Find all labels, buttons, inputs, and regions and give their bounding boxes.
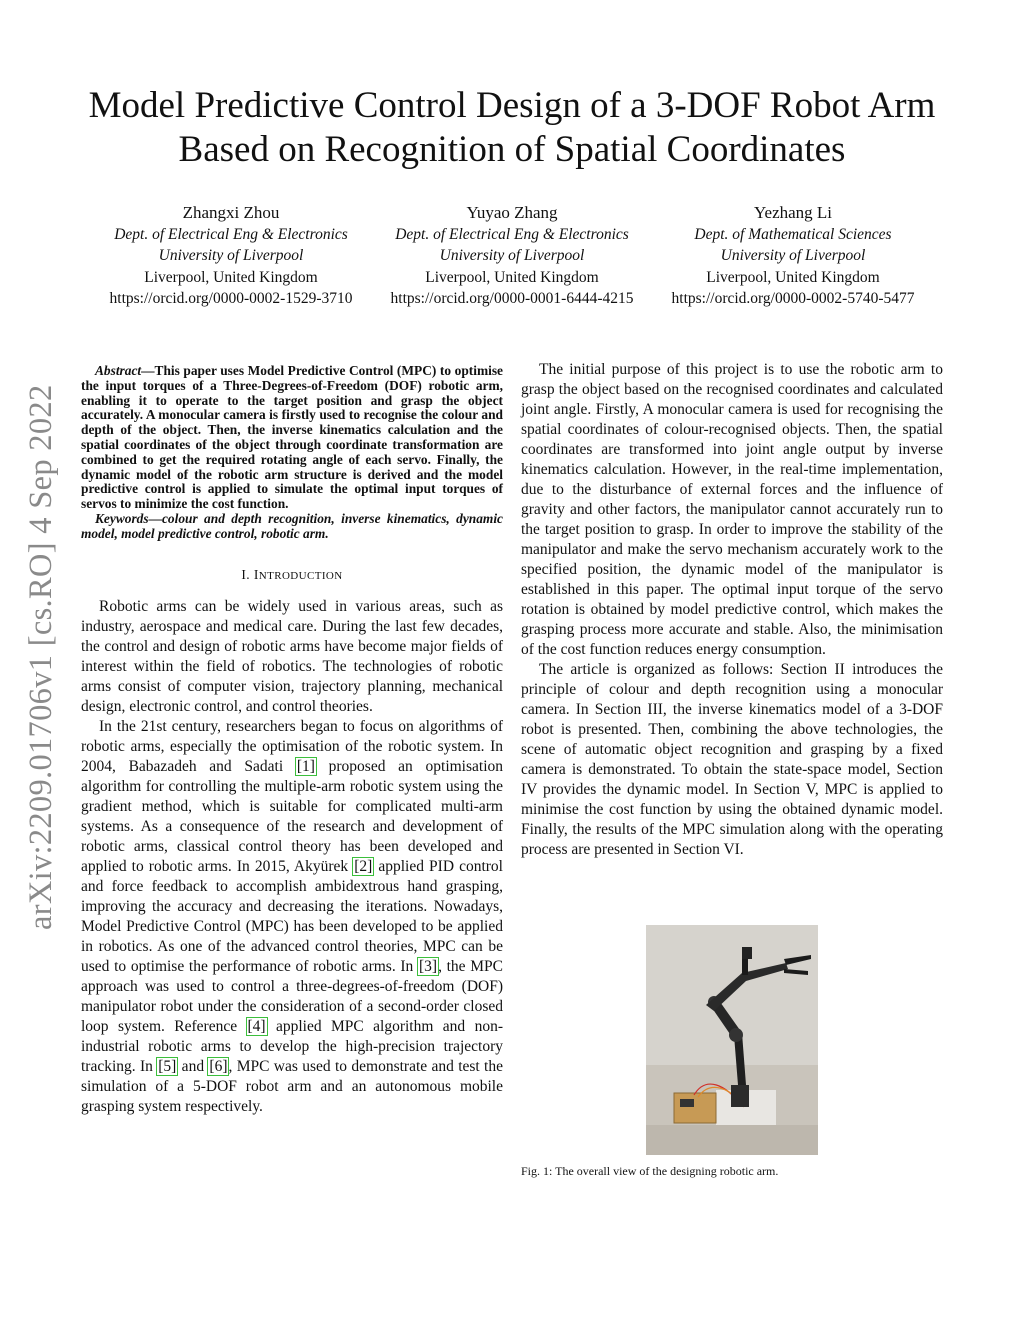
- author-dept: Dept. of Mathematical Sciences: [694, 226, 892, 243]
- author-university: University of Liverpool: [720, 247, 866, 265]
- keywords-text: colour and depth recognition, inverse kinematics, dynamic model, model predictive control, robotic arm.: [81, 510, 503, 541]
- arxiv-identifier: arXiv:2209.01706v1 [cs.RO] 4 Sep 2022: [23, 384, 59, 930]
- author-location: Liverpool, United Kingdom: [144, 268, 318, 286]
- section-heading-introduction: I. INTRODUCTION: [241, 566, 343, 582]
- author-name: Zhangxi Zhou: [182, 203, 280, 222]
- author-orcid-link[interactable]: https://orcid.org/0000-0002-5740-5477: [671, 289, 915, 307]
- author-dept: Dept. of Electrical Eng & Electronics: [395, 226, 629, 243]
- author-block-3: [643, 202, 943, 309]
- citation-link[interactable]: [3]: [418, 957, 438, 975]
- author-name: Yezhang Li: [753, 203, 833, 222]
- citation-link[interactable]: [5]: [158, 1057, 177, 1075]
- abstract: Abstract—This paper uses Model Predictive Control (MPC) to optimise the input torques of a Three-Degrees-of-Freedom (DOF) robotic arm, enabling it to operate to the target position and grasp the object accurately. A monocular camera is firstly used to recognise the colour and depth of the object. Then, the inverse kinematics calculation and the spatial coordinates of the object through coordinate transformation are combined to get the required rotating angle of each servo. Finally, the dynamic model of the robotic arm structure is derived and the model predictive control is applied to simulate the optimal input torques of servos to minimize the cost function.: [81, 363, 503, 512]
- author-block-1: [81, 202, 381, 309]
- author-name: Yuyao Zhang: [466, 203, 558, 222]
- citation-link[interactable]: [2]: [354, 857, 373, 875]
- keywords-label: Keywords: [95, 510, 149, 526]
- paper-title: Model Predictive Control Design of a 3-DOF Robot Arm Based on Recognition of Spatial Coordinates: [88, 85, 936, 170]
- intro-paragraph-4: The article is organized as follows: Section II introduces the principle of colour and depth recognition using a monocular camera. In Section III, the inverse kinematics model of a 3-DOF robot is presented. Then, combining the above technologies, the scene of automatic object recognition and grasping by a fixed camera is demonstrated. To obtain the state-space model, Section IV provides the dynamic model. In Section V, MPC is applied to minimise the cost function by using the obtained dynamic model. Finally, the results of the MPC simulation along with the operating process are presented in Section VI.: [521, 661, 943, 858]
- robotic-arm-illustration: [646, 925, 818, 1155]
- author-orcid-link[interactable]: https://orcid.org/0000-0002-1529-3710: [109, 289, 353, 307]
- intro-paragraph-1: Robotic arms can be widely used in various areas, such as industry, aerospace and medical care. During the last few decades, the control and design of robotic arms have become major fields of interest within the field of robotics. The technologies of robotic arms consist of computer vision, trajectory planning, mechanical design, electronic control, and control theories.: [81, 597, 503, 715]
- citation-link[interactable]: [4]: [247, 1017, 266, 1035]
- keywords: Keywords—colour and depth recognition, inverse kinematics, dynamic model, model predictive control, robotic arm.: [81, 510, 503, 541]
- figure-robotic-arm-photo: [646, 925, 818, 1155]
- author-dept: Dept. of Electrical Eng & Electronics: [114, 226, 348, 243]
- author-location: Liverpool, United Kingdom: [425, 268, 599, 286]
- abstract-text: This paper uses Model Predictive Control (MPC) to optimise the input torques of a Three-Degrees-of-Freedom (DOF) robotic arm, enabling it to operate to the target position and grasp the object accurately. A monocular camera is firstly used to recognise the colour and depth of the object. Then, the inverse kinematics calculation and the spatial coordinates of the object through coordinate transformation are combined to get the required rotating angle of each servo. Finally, the dynamic model of the robotic arm structure is derived and the model predictive control is applied to simulate the optimal input torques of servos to minimize the cost function.: [81, 363, 503, 512]
- author-university: University of Liverpool: [439, 247, 585, 265]
- left-column: [81, 364, 503, 1117]
- figure-caption: Fig. 1: The overall view of the designing robotic arm.: [521, 1164, 779, 1178]
- citation-link[interactable]: [6]: [209, 1057, 228, 1075]
- intro-paragraph-3: The initial purpose of this project is to use the robotic arm to grasp the object based on the recognised coordinates and calculated joint angle. Firstly, A monocular camera is used for recognising the spatial coordinates of colour-recognised objects. Then, the spatial coordinates are transformed into joint angle output by inverse kinematics calculation. However, in the real-time implementation, due to the disturbance of external forces and the influence of gravity and other factors, the manipulator cannot accurately run to the target position to grasp. In order to improve the stability of the manipulator and make the servo mechanism accurately work to the specified position, the dynamic model of the manipulator is established in this paper. The optimal input torque of the servo rotation is obtained by model predictive control, which makes the grasping process more accurate and stable. Also, the minimisation of the cost function reduces energy consumption.: [521, 361, 943, 658]
- abstract-label: Abstract: [95, 363, 142, 378]
- citation-link[interactable]: [1]: [296, 757, 315, 775]
- author-university: University of Liverpool: [158, 247, 304, 265]
- right-column: [521, 360, 943, 860]
- author-block-2: [362, 202, 662, 309]
- intro-paragraph-2: In the 21st century, researchers began to focus on algorithms of robotic arms, especially the optimisation of the robotic system. In 2004, Babazadeh and Sadati [1] proposed an optimisation algorithm for controlling the multiple-arm robotic system using the gradient method, which is suitable for complicated multi-arm systems. As a consequence of the research and development of robotic arms, classical control theory has been developed and applied to robotic arms. In 2015, Akyürek [2] applied PID control and force feedback to accomplish ambidextrous hand grasping, improving the accuracy and decreasing the iterations. Nowadays, Model Predictive Control (MPC) has been developed to be applied in robotics. As one of the advanced control theories, MPC can be used to optimise the performance of robotic arms. In [3], the MPC approach was used to control a three-degrees-of-freedom (DOF) manipulator robot under the consideration of a second-order closed loop system. Reference [4] applied MPC algorithm and non-industrial robotic arms to develop the high-precision trajectory tracking. In [5] and [6], MPC was used to demonstrate and test the simulation of a 5-DOF robot arm and an autonomous mobile grasping system respectively.: [81, 717, 504, 1115]
- author-orcid-link[interactable]: https://orcid.org/0000-0001-6444-4215: [390, 289, 634, 307]
- author-location: Liverpool, United Kingdom: [706, 268, 880, 286]
